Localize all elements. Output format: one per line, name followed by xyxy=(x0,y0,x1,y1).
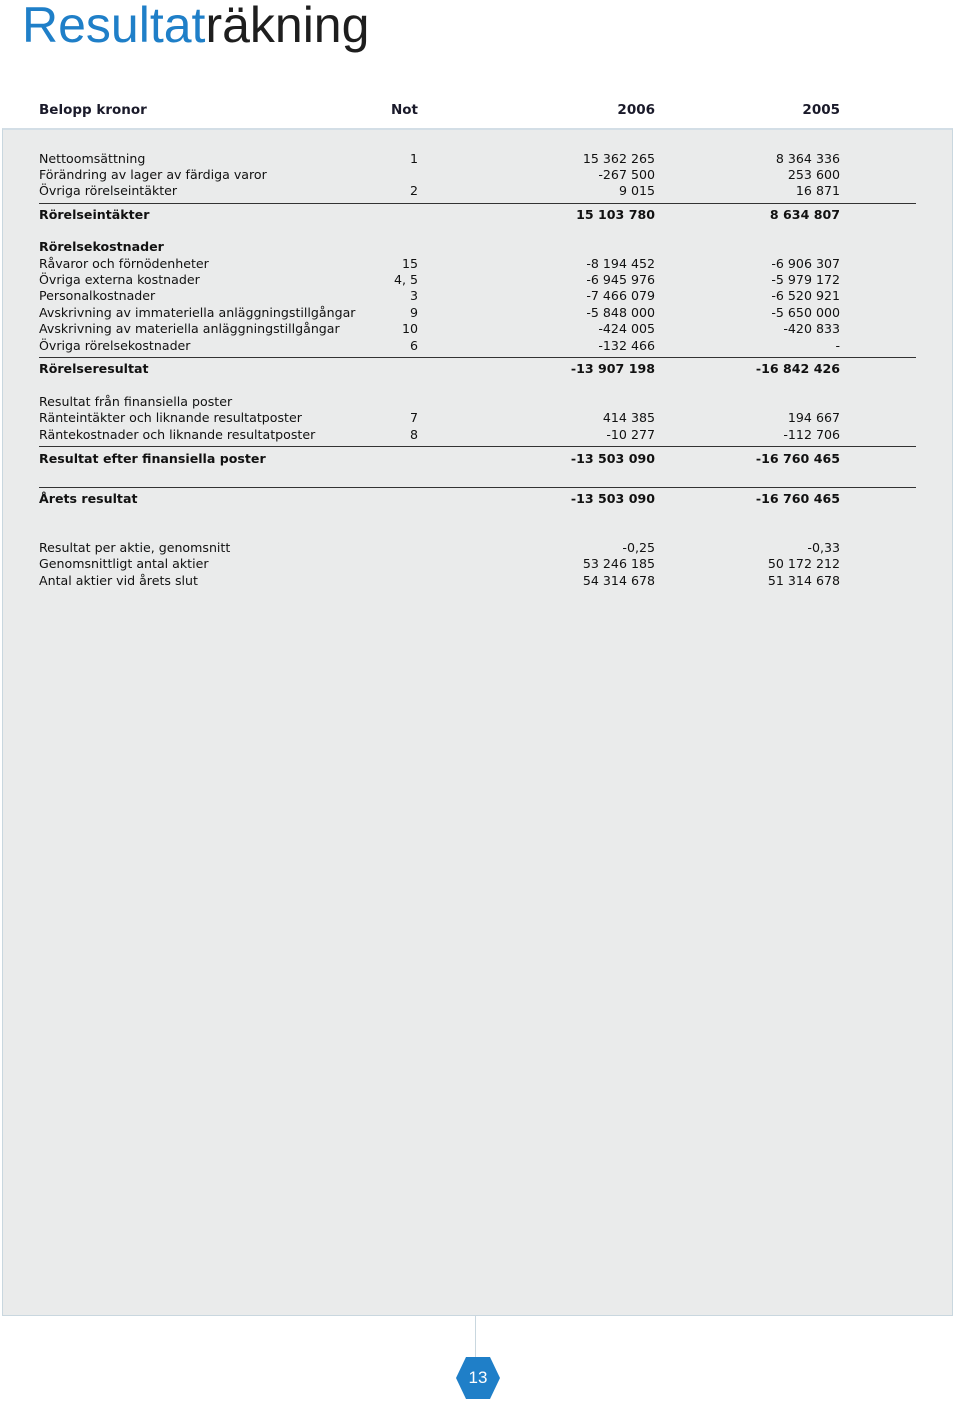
row-label: Resultat efter finansiella poster xyxy=(39,451,266,466)
row-label: Genomsnittligt antal aktier xyxy=(39,556,209,571)
row-label: Övriga rörelsekostnader xyxy=(39,338,191,353)
row-2006: 15 362 265 xyxy=(582,151,655,166)
row-label: Resultat från finansiella poster xyxy=(39,394,233,409)
table-row xyxy=(39,555,840,572)
header-not: Not xyxy=(390,102,418,118)
page-number: 13 xyxy=(468,1368,488,1387)
row-label: Avskrivning av immateriella anläggningstillgångar xyxy=(39,305,356,320)
title-accent: Resultat xyxy=(22,0,206,53)
row-2005: 253 600 xyxy=(787,167,840,182)
table-row xyxy=(39,206,840,223)
row-2005: 16 871 xyxy=(795,183,840,198)
header-2006: 2006 xyxy=(617,102,655,118)
row-label: Ränteintäkter och liknande resultatposter xyxy=(39,410,302,425)
row-label: Personalkostnader xyxy=(39,288,156,303)
header-label: Belopp kronor xyxy=(39,102,147,118)
row-not: 2 xyxy=(409,183,418,198)
row-2006: -0,25 xyxy=(622,540,655,555)
row-2005: -5 650 000 xyxy=(771,305,840,320)
row-label: Rörelseresultat xyxy=(39,361,149,376)
row-2005: -0,33 xyxy=(807,540,840,555)
row-2006: -132 466 xyxy=(598,338,655,353)
row-not: 8 xyxy=(409,427,418,442)
row-2006: -5 848 000 xyxy=(586,305,655,320)
table-row xyxy=(39,360,840,377)
section-heading xyxy=(39,238,840,255)
row-2006: -13 503 090 xyxy=(570,451,655,466)
row-label: Förändring av lager av färdiga varor xyxy=(39,167,267,182)
row-not: 6 xyxy=(409,338,418,353)
row-2006: -13 907 198 xyxy=(570,361,655,376)
row-2005: -16 842 426 xyxy=(755,361,840,376)
row-label: Årets resultat xyxy=(39,491,138,506)
table-row xyxy=(39,539,840,556)
header-2005: 2005 xyxy=(802,102,840,118)
table-row xyxy=(39,320,840,337)
row-not: 10 xyxy=(401,321,418,336)
row-not: 15 xyxy=(401,256,418,271)
title-rest: räkning xyxy=(205,0,370,53)
row-label: Resultat per aktie, genomsnitt xyxy=(39,540,231,555)
row-2005: -420 833 xyxy=(783,321,840,336)
row-label: Rörelsekostnader xyxy=(39,239,164,254)
table-row xyxy=(39,572,840,589)
row-2005: 8 364 336 xyxy=(775,151,840,166)
row-2006: -6 945 976 xyxy=(586,272,655,287)
row-2006: -13 503 090 xyxy=(570,491,655,506)
table-row xyxy=(39,426,840,443)
footer-connector-line xyxy=(475,1316,476,1360)
row-2006: -424 005 xyxy=(598,321,655,336)
table-row xyxy=(39,255,840,272)
table-row xyxy=(39,337,840,354)
table-row xyxy=(39,287,840,304)
table-header xyxy=(39,100,840,120)
row-2006: -10 277 xyxy=(606,427,655,442)
section-divider xyxy=(39,487,916,488)
section-divider xyxy=(39,203,916,204)
row-label: Antal aktier vid årets slut xyxy=(39,573,198,588)
row-2005: -16 760 465 xyxy=(755,491,840,506)
table-row xyxy=(39,490,840,507)
row-2005: 50 172 212 xyxy=(767,556,840,571)
row-2005: -16 760 465 xyxy=(755,451,840,466)
table-row xyxy=(39,450,840,467)
row-2005: 194 667 xyxy=(787,410,840,425)
table-row xyxy=(39,182,840,199)
row-2006: 9 015 xyxy=(618,183,655,198)
row-label: Övriga externa kostnader xyxy=(39,272,200,287)
row-2006: 414 385 xyxy=(602,410,655,425)
row-label: Rörelseintäkter xyxy=(39,207,150,222)
page-title xyxy=(22,0,369,54)
row-2006: -7 466 079 xyxy=(586,288,655,303)
row-2006: 15 103 780 xyxy=(576,207,655,222)
row-2005: -112 706 xyxy=(783,427,840,442)
row-2005: -6 520 921 xyxy=(771,288,840,303)
row-2005: 51 314 678 xyxy=(767,573,840,588)
row-2006: 54 314 678 xyxy=(582,573,655,588)
section-divider xyxy=(39,446,916,447)
row-2005: - xyxy=(835,338,840,353)
row-not: 9 xyxy=(409,305,418,320)
row-2005: -5 979 172 xyxy=(771,272,840,287)
section-heading xyxy=(39,393,840,410)
table-row xyxy=(39,150,840,167)
table-row xyxy=(39,409,840,426)
table-row xyxy=(39,271,840,288)
row-label: Räntekostnader och liknande resultatposter xyxy=(39,427,316,442)
table-row xyxy=(39,304,840,321)
row-label: Övriga rörelseintäkter xyxy=(39,183,178,198)
page-number-badge xyxy=(455,1356,501,1400)
row-not: 3 xyxy=(409,288,418,303)
row-2006: 53 246 185 xyxy=(582,556,655,571)
row-2006: -8 194 452 xyxy=(586,256,655,271)
row-2006: -267 500 xyxy=(598,167,655,182)
section-divider xyxy=(39,357,916,358)
row-label: Råvaror och förnödenheter xyxy=(39,256,209,271)
row-not: 1 xyxy=(409,151,418,166)
table-row xyxy=(39,166,840,183)
row-2005: -6 906 307 xyxy=(771,256,840,271)
row-label: Avskrivning av materiella anläggningstillgångar xyxy=(39,321,340,336)
row-not: 4, 5 xyxy=(393,272,418,287)
row-label: Nettoomsättning xyxy=(39,151,146,166)
row-2005: 8 634 807 xyxy=(769,207,840,222)
row-not: 7 xyxy=(409,410,418,425)
